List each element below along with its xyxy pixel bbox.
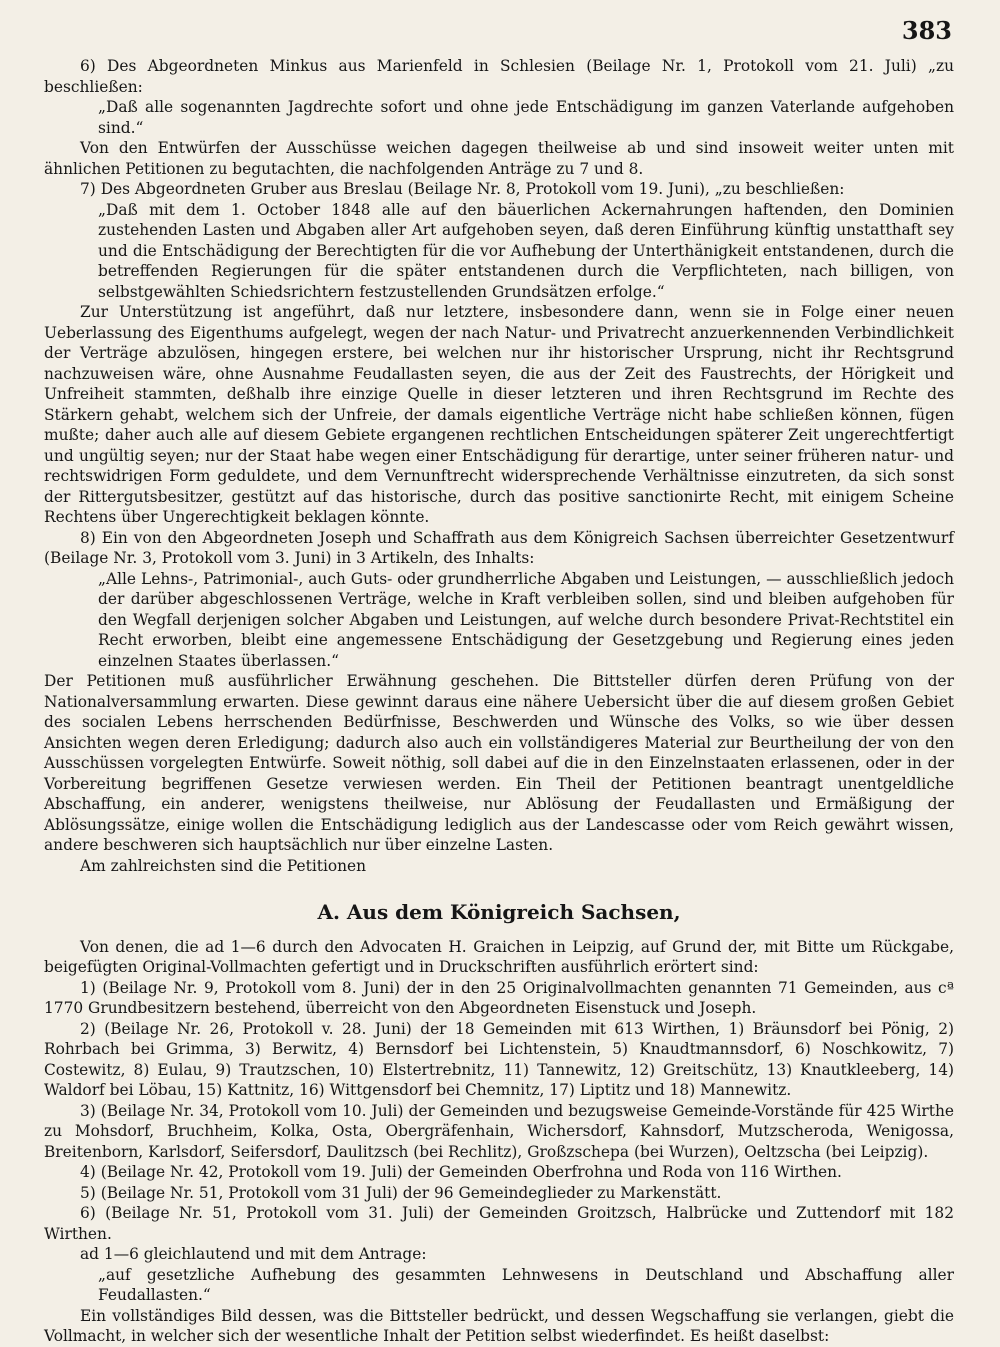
paragraph-petitions: Der Petitionen muß ausführlicher Erwähnung geschehen. Die Bittsteller dürfen deren Prüfung von der Nationalversammlung erwarten. Diese gewinnt daraus eine nähere Uebersicht über die auf diesem großen Gebiet des socialen Lebens herrschenden Bedürfnisse, Beschwerden und Wünsche des Volks, so wie über dessen Ansichten wegen deren Erledigung; dadurch also auch ein vollständigeres Material zur Beurtheilung der von den Ausschüssen vorgelegten Entwürfe. Soweit nöthig, soll dabei auf die in den Einzelnstaaten erlassenen, oder in der Vorbereitung begriffenen Gesetze verwiesen werden. Ein Theil der Petitionen beantragt unentgeldliche Abschaffung, ein anderer, wenigstens theilweise, nur Ablösung der Feudallasten und Ermäßigung der Ablösungssätze, einige wollen die Entschädigung lediglich aus der Landescasse oder vom Reich gewährt wissen, andere beschweren sich hauptsächlich nur über einzelne Lasten. [44, 672, 954, 854]
list-item: 2) (Beilage Nr. 26, Protokoll v. 28. Juni) der 18 Gemeinden mit 613 Wirthen, 1) Bräunsdorf bei Pönig, 2) Rohrbach bei Grimma, 3) Berwitz, 4) Bernsdorf bei Lichtenstein, 5) Knaudtmannsdorf, 6) Noschkowitz, 7) Costewitz, 8) Eulau, 9) Trautzschen, 10) Elstertrebnitz, 11) Tannewitz, 12) Greitschütz, 13) Knautkleeberg, 14) Waldorf bei Löbau, 15) Kattnitz, 16) Wittgensdorf bei Chemnitz, 17) Liptitz und 18) Mannewitz. [44, 1019, 954, 1099]
paragraph-transition: Von den Entwürfen der Ausschüsse weichen dagegen theilweise ab und sind insoweit weiter unten mit ähnlichen Petitionen zu begutachten, die nachfolgenden Anträge zu 7 und 8. [44, 139, 954, 178]
list-item: 5) (Beilage Nr. 51, Protokoll vom 31 Juli) der 96 Gemeindeglieder zu Markenstätt. [80, 1183, 722, 1202]
list-item: 3) (Beilage Nr. 34, Protokoll vom 10. Juli) der Gemeinden und bezugsweise Gemeinde-Vorstände für 425 Wirthe zu Mohsdorf, Bruchheim, Kolka, Osta, Obergräfenhain, Wichersdorf, Kahnsdorf, Mutzscheroda, Wenigossa, Breitenborn, Karlsdorf, Seifersdorf, Daulitzsch (bei Rechlitz), Großzschepa (bei Wurzen), Oeltzscha (bei Leipzig). [44, 1101, 954, 1161]
list-item: 4) (Beilage Nr. 42, Protokoll vom 19. Juli) der Gemeinden Oberfrohna und Roda von 116 Wirthen. [80, 1163, 842, 1181]
paragraph-vollmacht: Ein vollständiges Bild dessen, was die Bittsteller bedrückt, und dessen Wegschaffung sie verlangen, giebt die Vollmacht, in welcher sich der wesentliche Inhalt der Petition selbst wiederfindet. Es heißt daselbst: [44, 1306, 954, 1345]
body-text [44, 56, 954, 1347]
paragraph-item-8: 8) Ein von den Abgeordneten Joseph und Schaffrath aus dem Königreich Sachsen überreichter Gesetzentwurf (Beilage Nr. 3, Protokoll vom 3. Juni) in 3 Artikeln, des Inhalts: [44, 528, 954, 567]
paragraph-ad-1-6: ad 1—6 gleichlautend und mit dem Antrage: [80, 1245, 427, 1263]
page-number: 383 [901, 16, 952, 45]
quote-item-8: „Alle Lehns-, Patrimonial-, auch Guts- oder grundherrliche Abgaben und Leistungen, — ausschließlich jedoch der darüber abgeschlossenen Verträge, welche in Kraft verbleiben sollen, sind und bleiben aufgehoben für den Wegfall derjenigen solcher Abgaben und Leistungen, auf welche durch besondere Privat-Rechtstitel ein Recht erworben, bleibt eine angemessene Entschädigung der Gesetzgebung und Regierung eines jeden einzelnen Staates überlassen.“ [98, 569, 954, 670]
list-item: 1) (Beilage Nr. 9, Protokoll vom 8. Juni) der in den 25 Originalvollmachten genannten 71 Gemeinden, aus cª 1770 Grundbesitzern bestehend, überreicht von den Abgeordneten Eisenstuck und Joseph. [44, 978, 954, 1017]
list-item: 6) (Beilage Nr. 51, Protokoll vom 31. Juli) der Gemeinden Groitzsch, Halbrücke und Zuttendorf mit 182 Wirthen. [44, 1204, 954, 1243]
section-heading: A. Aus dem Königreich Sachsen, [317, 900, 681, 924]
quote-ad-1-6: „auf gesetzliche Aufhebung des gesammten Lehnwesens in Deutschland und Abschaffung aller Feudallasten.“ [98, 1265, 954, 1304]
paragraph-graichen: Von denen, die ad 1—6 durch den Advocaten H. Graichen in Leipzig, auf Grund der, mit Bitte um Rückgabe, beigefügten Original-Vollmachten gefertigt und in Druckschriften ausführlich erörtert sind: [44, 937, 954, 976]
quote-item-6: „Daß alle sogenannten Jagdrechte sofort und ohne jede Entschädigung im ganzen Vaterlande aufgehoben sind.“ [98, 98, 954, 137]
paragraph-item-6: 6) Des Abgeordneten Minkus aus Marienfeld in Schlesien (Beilage Nr. 1, Protokoll vom 21. Juli) „zu beschließen: [44, 57, 954, 96]
paragraph-support: Zur Unterstützung ist angeführt, daß nur letztere, insbesondere dann, wenn sie in Folge einer neuen Ueberlassung des Eigenthums aufgelegt, wegen der nach Natur- und Privatrecht anzuerkennenden Verbindlichkeit der Verträge abzulösen, hingegen erstere, bei welchen nur ihr historischer Ursprung, nicht ihr Rechtsgrund nachzuweisen wäre, ohne Ausnahme Feudallasten seyen, die aus der Zeit des Faustrechts, der Hörigkeit und Unfreiheit stammten, deßhalb ihre einzige Quelle in dieser letzteren und ihren Rechtsgrund im Rechte des Stärkern gehabt, welchem sich der Unfreie, der damals eigentliche Verträge nicht habe schließen können, fügen mußte; daher auch alle auf diesem Gebiete ergangenen rechtlichen Entscheidungen späterer Zeit ungerechtfertigt und ungültig seyen; nur der Staat habe wegen einer Entschädigung für derartige, unter seiner früheren natur- und rechtswidrigen Form geduldete, und dem Vernunftrecht widersprechende Verhältnisse einzutreten, da sich sonst der Rittergutsbesitzer, gestützt auf das historische, durch das positive sanctionirte Recht, mit einigem Scheine Rechtens über Ungerechtigkeit beklagen könnte. [44, 303, 954, 526]
paragraph-most-numerous: Am zahlreichsten sind die Petitionen [80, 856, 367, 875]
paragraph-item-7: 7) Des Abgeordneten Gruber aus Breslau (Beilage Nr. 8, Protokoll vom 19. Juni), „zu beschließen: [80, 180, 845, 198]
quote-item-7: „Daß mit dem 1. October 1848 alle auf den bäuerlichen Ackernahrungen haftenden, den Dominien zustehenden Lasten und Abgaben aller Art aufgehoben seyen, daß deren Einführung künftig unstatthaft sey und die Entschädigung der Berechtigten für die vor Aufhebung der Unterthänigkeit entstandenen, durch die betreffenden Regierungen für die später entstandenen durch die Verpflichteten, nach billigen, von selbstgewählten Schiedsrichtern festzustellenden Grundsätzen erfolge.“ [98, 200, 954, 301]
